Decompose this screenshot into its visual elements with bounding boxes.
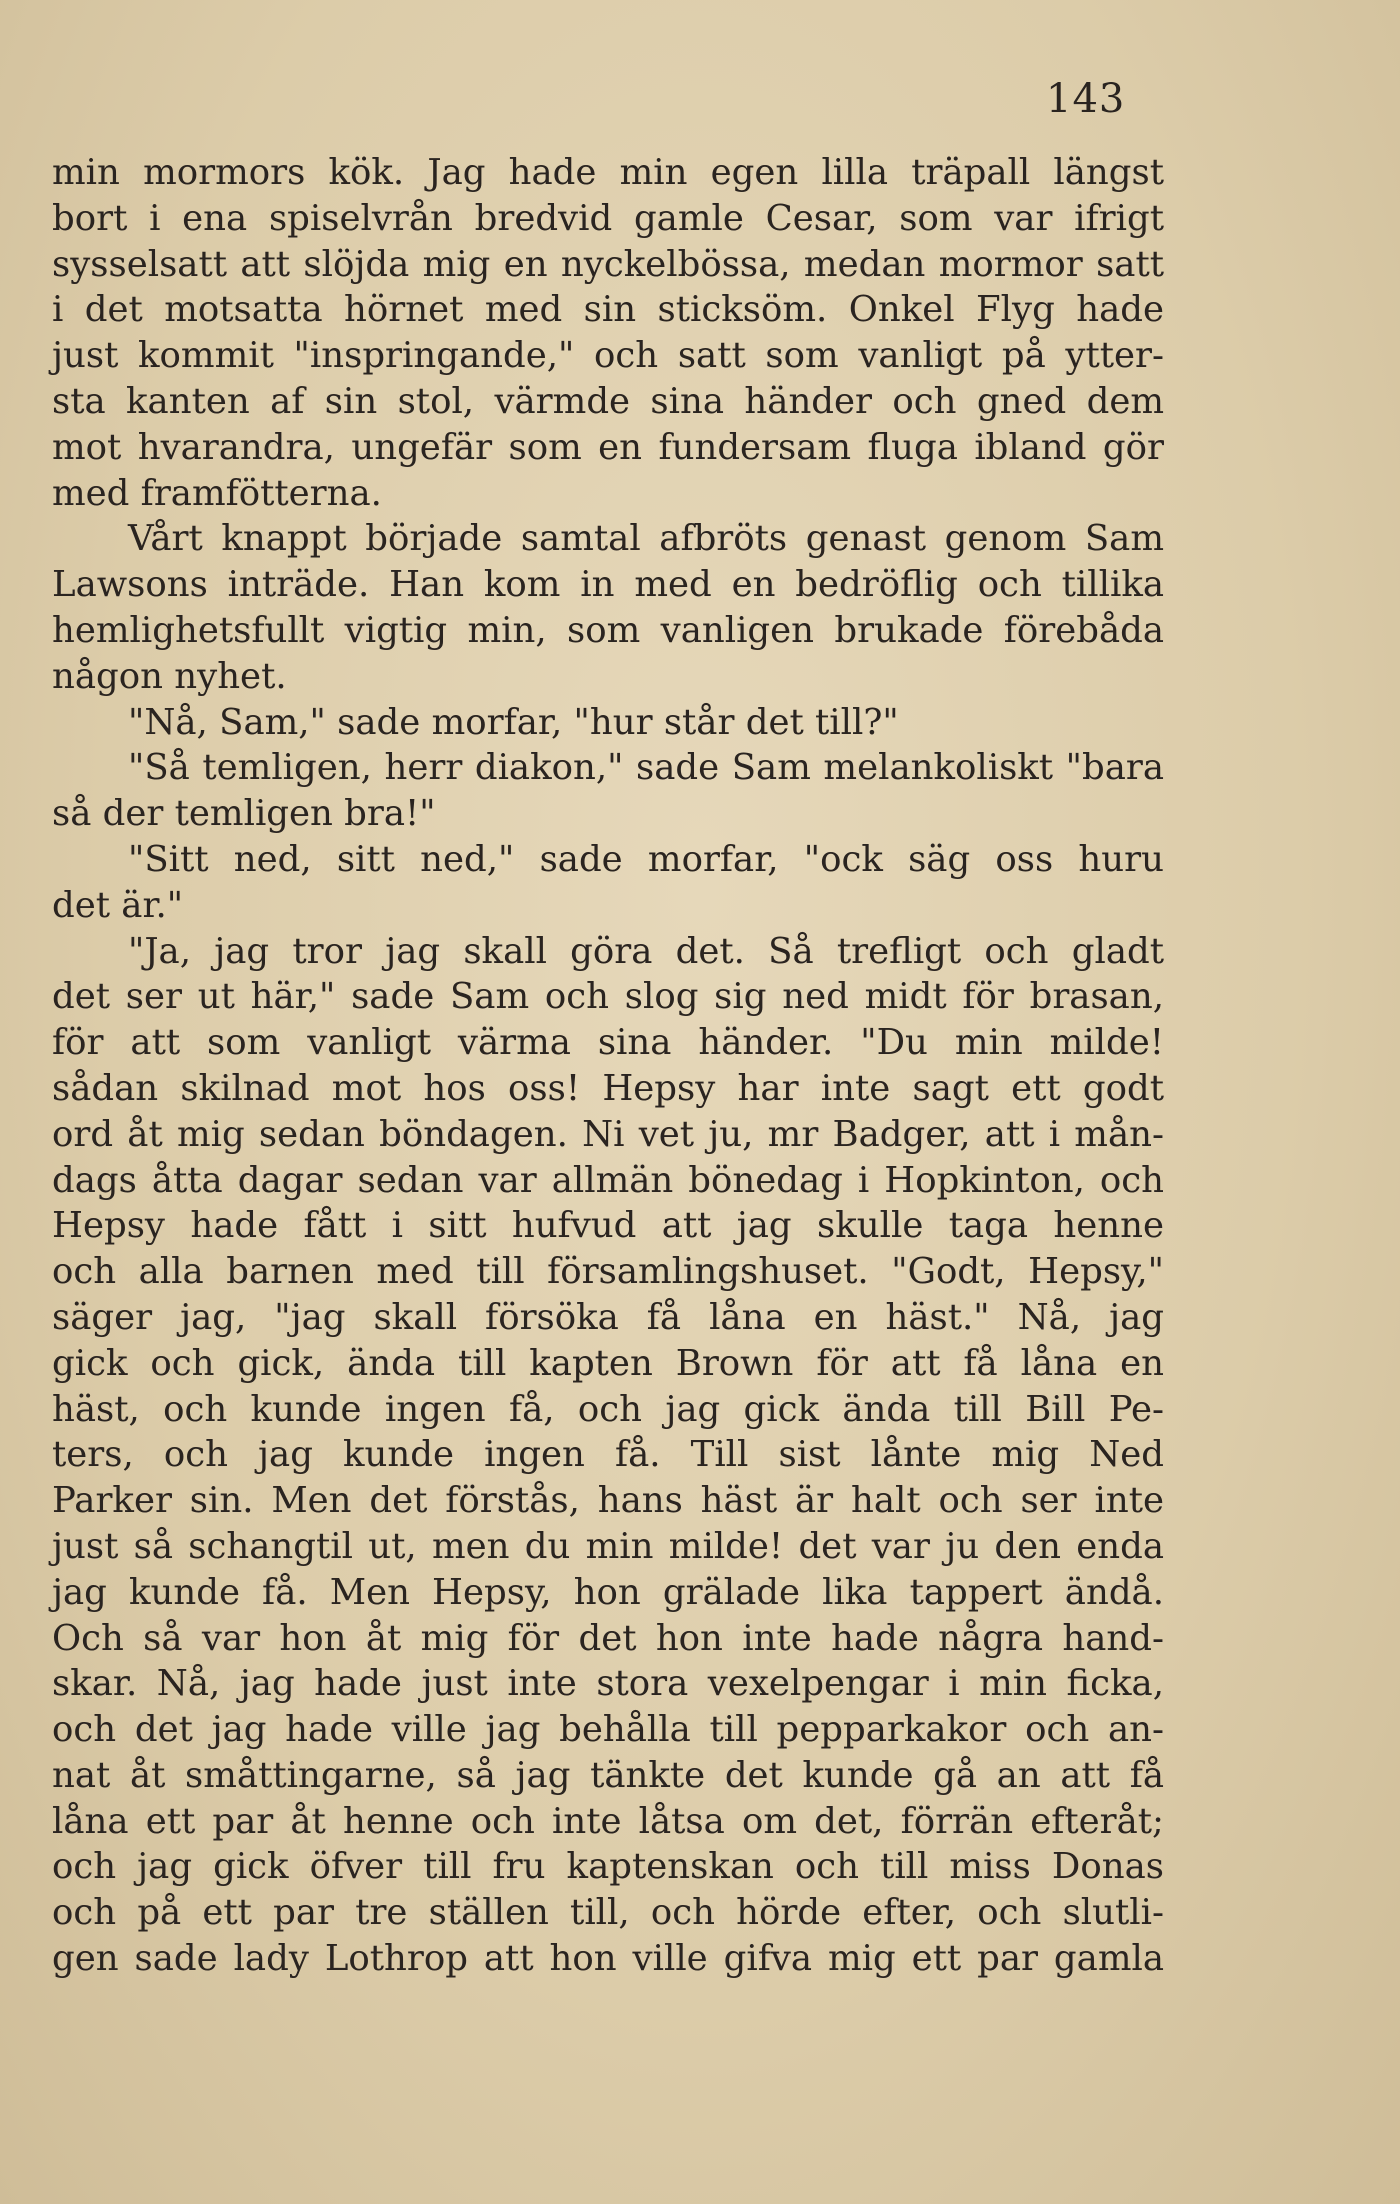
text-line: "Sitt ned, sitt ned," sade morfar, "ock säg oss huru	[128, 838, 1164, 880]
text-line: "Ja, jag tror jag skall göra det. Så trefligt och gladt	[128, 930, 1164, 972]
text-line: det är."	[52, 884, 184, 926]
text-line: Vårt knappt började samtal afbröts genast genom Sam	[128, 518, 1164, 560]
text-line: "Nå, Sam," sade morfar, "hur står det till?"	[128, 701, 899, 743]
text-line: just kommit "inspringande," och satt som vanligt på ytter-	[52, 335, 1164, 377]
text-line: och jag gick öfver till fru kaptenskan och till miss Donas	[52, 1846, 1164, 1888]
text-line: Parker sin. Men det förstås, hans häst är halt och ser inte	[52, 1480, 1164, 1522]
text-line: låna ett par åt henne och inte låtsa om det, förrän efteråt;	[52, 1800, 1164, 1842]
text-line: Lawsons inträde. Han kom in med en bedröflig och tillika	[52, 564, 1164, 606]
text-line: nat åt småttingarne, så jag tänkte det kunde gå an att få	[52, 1754, 1164, 1796]
text-line: gen sade lady Lothrop att hon ville gifva mig ett par gamla	[52, 1938, 1164, 1980]
text-line: sta kanten af sin stol, värmde sina händer och gned dem	[52, 380, 1164, 422]
text-line: jag kunde få. Men Hepsy, hon grälade lika tappert ändå.	[52, 1571, 1164, 1613]
text-line: häst, och kunde ingen få, och jag gick ända till Bill Pe-	[52, 1388, 1164, 1430]
text-line: det ser ut här," sade Sam och slog sig ned midt för brasan,	[52, 976, 1164, 1018]
text-line: Hepsy hade fått i sitt hufvud att jag skulle taga henne	[52, 1205, 1164, 1247]
text-line: och på ett par tre ställen till, och hörde efter, och slutli-	[52, 1892, 1164, 1934]
text-line: just så schangtil ut, men du min milde! det var ju den enda	[52, 1525, 1164, 1567]
text-line: min mormors kök. Jag hade min egen lilla träpall längst	[52, 152, 1164, 193]
text-line: ters, och jag kunde ingen få. Till sist lånte mig Ned	[52, 1434, 1164, 1476]
text-line: Och så var hon åt mig för det hon inte hade några hand-	[52, 1617, 1164, 1659]
body-text	[52, 150, 1164, 1982]
text-line: och alla barnen med till församlingshuset. "Godt, Hepsy,"	[52, 1251, 1164, 1293]
text-line: för att som vanligt värma sina händer. "Du min milde!	[52, 1022, 1164, 1064]
page-number: 143	[1046, 76, 1126, 122]
text-line: i det motsatta hörnet med sin sticksöm. Onkel Flyg hade	[52, 289, 1164, 331]
text-line: "Så temligen, herr diakon," sade Sam melankoliskt "bara	[128, 747, 1164, 789]
text-line: och det jag hade ville jag behålla till pepparkakor och an-	[52, 1709, 1164, 1751]
text-line: sådan skilnad mot hos oss! Hepsy har inte sagt ett godt	[52, 1067, 1164, 1109]
text-line: ord åt mig sedan böndagen. Ni vet ju, mr Badger, att i mån-	[52, 1113, 1164, 1155]
text-line: skar. Nå, jag hade just inte stora vexelpengar i min ficka,	[52, 1663, 1164, 1705]
text-line: med framfötterna.	[52, 472, 382, 514]
text-line: dags åtta dagar sedan var allmän bönedag i Hopkinton, och	[52, 1159, 1164, 1201]
text-line: mot hvarandra, ungefär som en fundersam fluga ibland gör	[52, 426, 1164, 468]
text-line: hemlighetsfullt vigtig min, som vanligen brukade förebåda	[52, 609, 1164, 651]
text-line: så der temligen bra!"	[52, 793, 436, 835]
text-line: sysselsatt att slöjda mig en nyckelbössa, medan mormor satt	[52, 243, 1164, 285]
text-line: säger jag, "jag skall försöka få låna en häst." Nå, jag	[52, 1296, 1164, 1338]
text-line: gick och gick, ända till kapten Brown för att få låna en	[52, 1342, 1164, 1384]
text-line: bort i ena spiselvrån bredvid gamle Cesar, som var ifrigt	[52, 197, 1164, 239]
text-line: någon nyhet.	[52, 655, 287, 697]
